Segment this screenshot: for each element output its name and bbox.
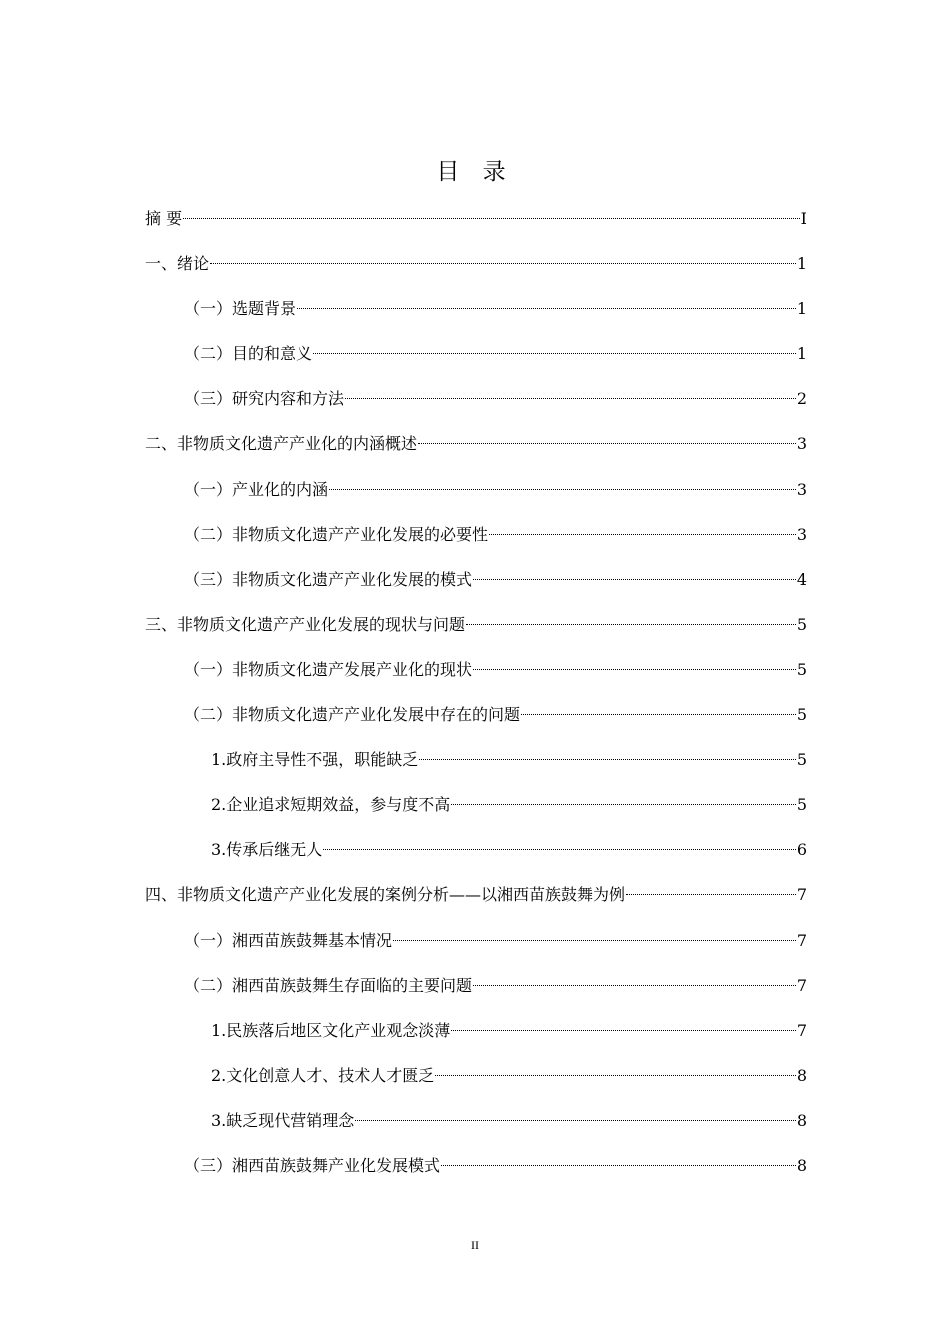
toc-entry-page-number: 5 — [796, 614, 807, 634]
toc-dot-leader — [345, 398, 796, 399]
toc-entry[interactable] — [145, 565, 807, 610]
toc-dot-leader — [297, 308, 796, 309]
toc-entry-page-number: I — [800, 209, 807, 228]
toc-entry-label: （一）产业化的内涵 — [184, 479, 329, 499]
toc-entry-page-number: 3 — [796, 524, 807, 544]
toc-dot-leader — [521, 714, 796, 715]
toc-entry-page-number: 1 — [796, 254, 807, 274]
toc-entry[interactable] — [145, 700, 807, 745]
toc-entry-label: 3.缺乏现代营销理念 — [211, 1110, 355, 1130]
toc-dot-leader — [313, 353, 796, 354]
toc-entry[interactable] — [145, 294, 807, 339]
toc-dot-leader — [183, 218, 800, 219]
toc-entry-page-number: 6 — [796, 840, 807, 860]
toc-entry-label: 3.传承后继无人 — [211, 840, 323, 860]
toc-entry[interactable] — [145, 971, 807, 1016]
toc-entry[interactable] — [145, 880, 807, 925]
toc-entry-page-number: 5 — [796, 659, 807, 679]
toc-dot-leader — [418, 443, 796, 444]
toc-entry-page-number: 7 — [796, 975, 807, 995]
toc-entry[interactable] — [145, 610, 807, 655]
toc-entry-page-number: 1 — [796, 344, 807, 364]
toc-entry-label: 二、非物质文化遗产产业化的内涵概述 — [145, 434, 418, 454]
toc-entry[interactable] — [145, 429, 807, 474]
toc-entry-label: 摘 要 — [145, 209, 183, 228]
toc-entry-page-number: 7 — [796, 1020, 807, 1040]
toc-entry-page-number: 8 — [796, 1155, 807, 1175]
toc-dot-leader — [323, 849, 796, 850]
toc-entry-page-number: 4 — [796, 569, 807, 589]
toc-entry-label: 一、绪论 — [145, 254, 210, 274]
toc-entry[interactable] — [145, 655, 807, 700]
toc-entry[interactable] — [145, 249, 807, 294]
toc-entry[interactable] — [145, 339, 807, 384]
toc-entry[interactable] — [145, 204, 807, 249]
toc-entry-page-number: 3 — [796, 479, 807, 499]
toc-entry[interactable] — [145, 1106, 807, 1151]
toc-entry[interactable] — [145, 1016, 807, 1061]
page-number: II — [471, 1238, 479, 1252]
toc-entry[interactable] — [145, 835, 807, 880]
toc-entry-page-number: 5 — [796, 795, 807, 815]
toc-entry[interactable] — [145, 1151, 807, 1196]
toc-dot-leader — [489, 534, 796, 535]
toc-dot-leader — [473, 985, 796, 986]
toc-entry-page-number: 3 — [796, 434, 807, 454]
toc-entry-label: 1.民族落后地区文化产业观念淡薄 — [211, 1020, 451, 1040]
toc-entry-page-number: 7 — [796, 885, 807, 905]
toc-entry-page-number: 1 — [796, 299, 807, 319]
toc-dot-leader — [355, 1120, 796, 1121]
toc-entry-page-number: 8 — [796, 1065, 807, 1085]
toc-dot-leader — [473, 579, 796, 580]
toc-entry-label: （二）非物质文化遗产产业化发展中存在的问题 — [184, 705, 521, 725]
toc-dot-leader — [466, 624, 796, 625]
toc-entry-label: （二）目的和意义 — [184, 344, 313, 364]
toc-dot-leader — [473, 669, 796, 670]
toc-entry-label: 三、非物质文化遗产产业化发展的现状与问题 — [145, 614, 466, 634]
toc-dot-leader — [329, 489, 796, 490]
toc-entry-page-number: 5 — [796, 750, 807, 770]
toc-entry[interactable] — [145, 520, 807, 565]
table-of-contents — [145, 204, 807, 1196]
toc-entry-label: （一）湘西苗族鼓舞基本情况 — [184, 930, 393, 950]
toc-dot-leader — [451, 804, 796, 805]
toc-entry-label: （二）非物质文化遗产产业化发展的必要性 — [184, 524, 489, 544]
toc-dot-leader — [419, 759, 796, 760]
page-title: 目 录 — [436, 159, 514, 185]
toc-dot-leader — [210, 263, 796, 264]
toc-entry-label: 2.企业追求短期效益，参与度不高 — [211, 795, 451, 815]
toc-dot-leader — [451, 1030, 796, 1031]
toc-entry-label: （三）非物质文化遗产产业化发展的模式 — [184, 569, 473, 589]
toc-entry[interactable] — [145, 790, 807, 835]
toc-entry-page-number: 8 — [796, 1110, 807, 1130]
toc-entry-label: （一）选题背景 — [184, 299, 297, 319]
toc-entry-label: 四、非物质文化遗产产业化发展的案例分析——以湘西苗族鼓舞为例 — [145, 885, 626, 905]
toc-entry[interactable] — [145, 1061, 807, 1106]
toc-dot-leader — [435, 1075, 796, 1076]
toc-entry[interactable] — [145, 384, 807, 429]
toc-entry[interactable] — [145, 475, 807, 520]
toc-entry-label: 1.政府主导性不强，职能缺乏 — [211, 750, 419, 770]
toc-entry[interactable] — [145, 745, 807, 790]
toc-entry-label: （三）研究内容和方法 — [184, 389, 345, 409]
toc-entry-label: （一）非物质文化遗产发展产业化的现状 — [184, 659, 473, 679]
toc-dot-leader — [393, 940, 796, 941]
toc-entry-label: （二）湘西苗族鼓舞生存面临的主要问题 — [184, 975, 473, 995]
toc-entry-page-number: 2 — [796, 389, 807, 409]
toc-entry[interactable] — [145, 926, 807, 971]
toc-dot-leader — [441, 1165, 796, 1166]
toc-dot-leader — [626, 894, 796, 895]
toc-entry-label: （三）湘西苗族鼓舞产业化发展模式 — [184, 1155, 441, 1175]
toc-entry-page-number: 5 — [796, 705, 807, 725]
toc-entry-page-number: 7 — [796, 930, 807, 950]
toc-entry-label: 2.文化创意人才、技术人才匮乏 — [211, 1065, 435, 1085]
